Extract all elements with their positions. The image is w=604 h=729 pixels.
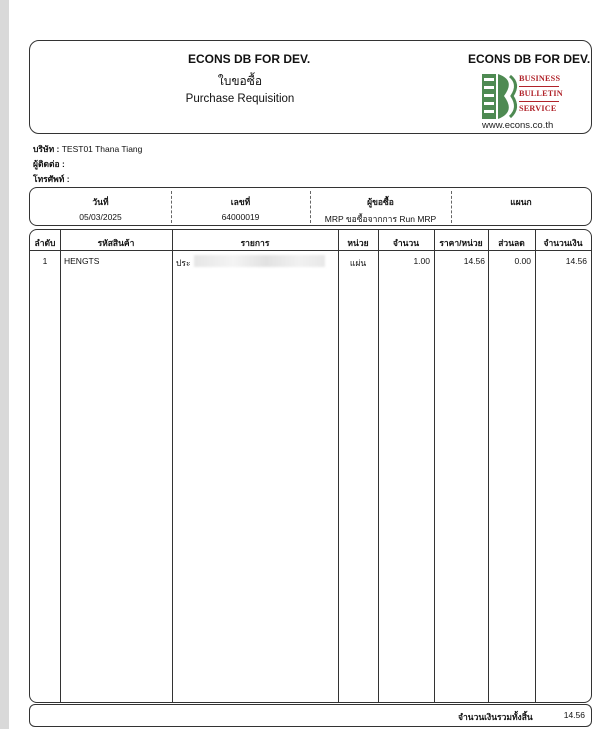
cell-qty: 1.00 (413, 256, 430, 266)
header-divider (30, 250, 591, 251)
col-header-price: ราคา/หน่วย (439, 238, 483, 248)
logo-text-line-3: SERVICE (519, 104, 557, 113)
column-divider (60, 230, 61, 702)
col-header-seq: ลำดับ (34, 238, 56, 248)
cell-code: HENGTS (64, 256, 100, 266)
number-label: เลขที่ (230, 197, 251, 207)
meta-date (30, 188, 171, 225)
total-label: จำนวนเงินรวมทั้งสิ้น (458, 712, 533, 722)
cell-description: ประ (176, 258, 191, 268)
meta-department (451, 188, 591, 225)
cell-discount: 0.00 (514, 256, 531, 266)
items-table (29, 229, 592, 703)
col-header-code: รหัสสินค้า (97, 238, 135, 248)
viewer-left-edge (0, 0, 9, 729)
logo-text-line-1: BUSINESS (519, 74, 561, 83)
total-box (29, 704, 592, 727)
company-row (33, 142, 142, 156)
col-header-unit: หน่วย (347, 238, 369, 248)
column-divider (535, 230, 536, 702)
date-value: 05/03/2025 (79, 212, 122, 222)
logo-divider (519, 101, 559, 102)
redacted-text (194, 255, 325, 267)
col-header-description: รายการ (240, 238, 270, 248)
column-divider (378, 230, 379, 702)
column-divider (172, 230, 173, 702)
column-divider (488, 230, 489, 702)
phone-row (33, 172, 70, 186)
number-value: 64000019 (221, 212, 260, 222)
meta-number (171, 188, 310, 225)
document-meta (29, 187, 592, 226)
meta-requester (310, 188, 451, 225)
col-header-amount: จำนวนเงิน (543, 238, 583, 248)
phone-label: โทรศัพท์ : (33, 174, 70, 184)
cell-amount: 14.56 (565, 256, 587, 266)
cell-unit: แผ่น (349, 258, 367, 268)
cell-price: 14.56 (463, 256, 485, 266)
document-header (29, 40, 592, 134)
column-divider (434, 230, 435, 702)
cell-seq: 1 (42, 256, 48, 266)
company-value: TEST01 Thana Tiang (61, 144, 143, 154)
company-name-center: ECONS DB FOR DEV. (188, 52, 311, 66)
requester-label: ผู้ขอซื้อ (367, 197, 394, 207)
requester-value: MRP ขอซื้อจากการ Run MRP (324, 214, 437, 224)
col-header-discount: ส่วนลด (498, 238, 525, 248)
column-divider (338, 230, 339, 702)
date-label: วันที่ (92, 197, 109, 207)
contact-row (33, 157, 65, 171)
website-url: www.econs.co.th (482, 120, 554, 131)
total-value: 14.56 (563, 710, 585, 720)
col-header-qty: จำนวน (392, 238, 420, 248)
company-label: บริษัท : (33, 144, 60, 154)
logo-divider (519, 86, 559, 87)
department-label: แผนก (510, 197, 532, 207)
contact-label: ผู้ติดต่อ : (33, 159, 65, 169)
document-title-english: Purchase Requisition (185, 93, 295, 105)
document-title-thai: ใบขอซื้อ (217, 74, 263, 88)
company-name-right: ECONS DB FOR DEV. (468, 52, 591, 66)
logo-text-line-2: BULLETIN (519, 89, 563, 98)
